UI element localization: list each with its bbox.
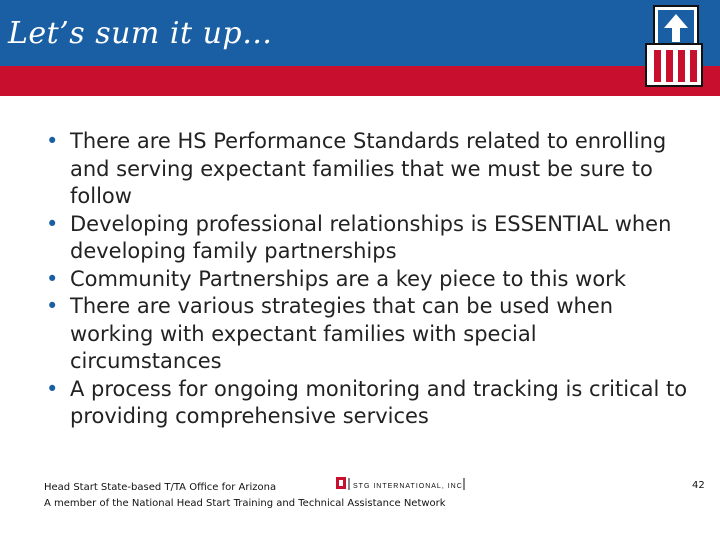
header-band-red	[0, 66, 720, 96]
bullet-dot-icon: •	[46, 376, 59, 401]
footer-line-1: Head Start State-based T/TA Office for Arizona	[44, 482, 277, 493]
slide-title: Let’s sum it up…	[8, 16, 273, 51]
bullet-list	[42, 128, 692, 431]
head-start-blocks-logo	[640, 4, 712, 90]
bullet-dot-icon: •	[46, 129, 59, 153]
bullet-item: • There are HS Performance Standards related to enrolling and serving expectant families that we must be sure to follow	[46, 129, 667, 208]
bullet-item: • There are various strategies that can be used when working with expectant families with special circumstances	[46, 294, 614, 373]
bullet-item: • Community Partnerships are a key piece to this work	[42, 266, 692, 294]
footer-line-2: A member of the National Head Start Training and Technical Assistance Network	[44, 498, 446, 509]
bullet-dot-icon: •	[46, 211, 59, 236]
stg-logo-text: STG INTERNATIONAL, INC	[353, 483, 463, 490]
bullet-dot-icon: •	[46, 266, 59, 291]
bullet-dot-icon: •	[46, 294, 59, 318]
page-number: 42	[692, 480, 705, 491]
bullet-item: • A process for ongoing monitoring and tracking is critical to providing comprehensive services	[46, 376, 688, 428]
stg-logo	[336, 474, 468, 494]
bullet-item: • Developing professional relationships is ESSENTIAL when developing family partnerships	[46, 211, 672, 263]
